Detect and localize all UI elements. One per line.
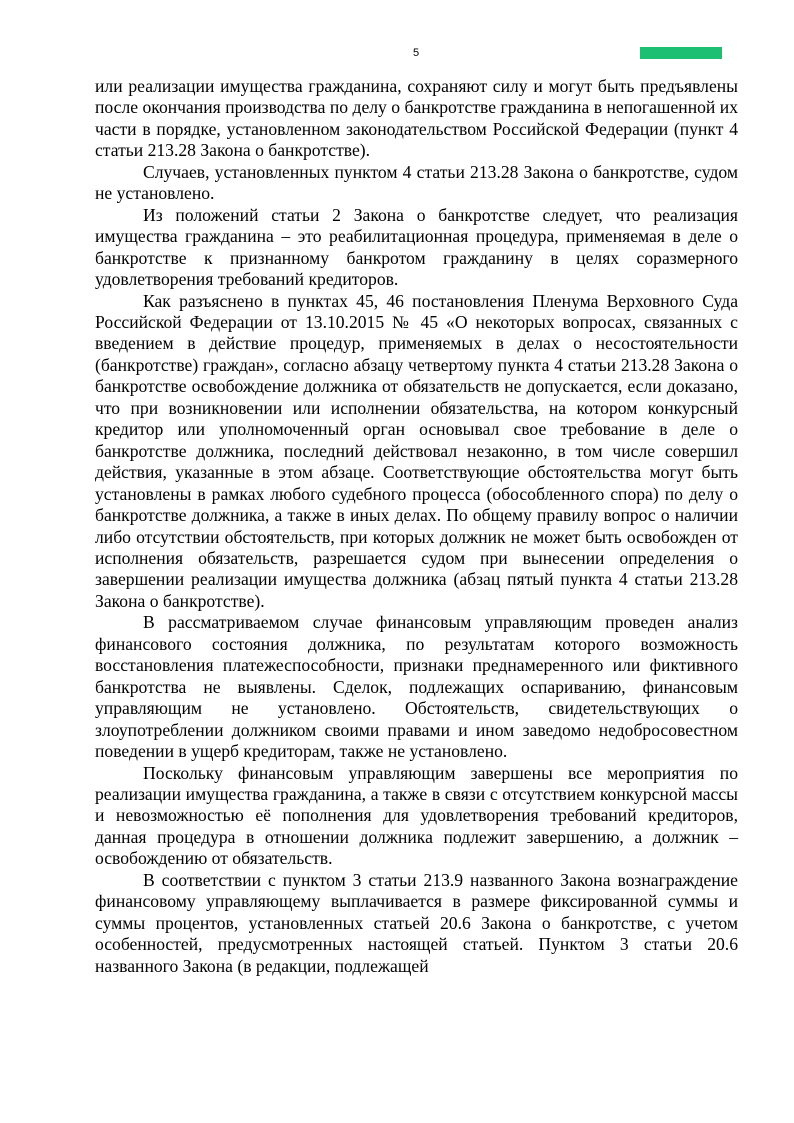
paragraph: В рассматриваемом случае финансовым управляющим проведен анализ финансового состояния должника, по результатам которого возможность восстановления платежеспособности, признаки преднамеренного или фиктивного банкротства не выявлены. Сделок, подлежащих оспариванию, финансовым управляющим не установлено. Обстоятельств, свидетельствующих о злоупотреблении должником своими правами и ином заведомо недобросовестном поведении в ущерб кредиторам, также не установлено. (95, 612, 738, 762)
paragraph: Случаев, установленных пунктом 4 статьи 213.28 Закона о банкротстве, судом не установлено. (95, 161, 738, 204)
paragraph: Из положений статьи 2 Закона о банкротстве следует, что реализация имущества гражданина – это реабилитационная процедура, применяемая в деле о банкротстве к признанному банкротом гражданину в целях соразмерного удовлетворения требований кредиторов. (95, 204, 738, 290)
page-number: 5 (412, 47, 420, 59)
paragraph: В соответствии с пунктом 3 статьи 213.9 названного Закона вознаграждение финансовому управляющему выплачивается в размере фиксированной суммы и суммы процентов, установленных статьей 20.6 Закона о банкротстве, с учетом особенностей, предусмотренных настоящей статьей. Пунктом 3 статьи 20.6 названного Закона (в редакции, подлежащей (95, 869, 738, 976)
paragraph: Как разъяснено в пунктах 45, 46 постановления Пленума Верховного Суда Российской Федерации от 13.10.2015 № 45 «О некоторых вопросах, связанных с введением в действие процедур, применяемых в делах о несостоятельности (банкротстве) граждан», согласно абзацу четвертому пункта 4 статьи 213.28 Закона о банкротстве освобождение должника от обязательств не допускается, если доказано, что при возникновении или исполнении обязательства, на котором конкурсный кредитор или уполномоченный орган основывал свое требование в деле о банкротстве должника, последний действовал незаконно, в том числе совершил действия, указанные в этом абзаце. Соответствующие обстоятельства могут быть установлены в рамках любого судебного процесса (обособленного спора) по делу о банкротстве должника, а также в иных делах. По общему правилу вопрос о наличии либо отсутствии обстоятельств, при которых должник не может быть освобожден от исполнения обязательств, разрешается судом при вынесении определения о завершении реализации имущества должника (абзац пятый пункта 4 статьи 213.28 Закона о банкротстве). (95, 290, 738, 611)
document-body (95, 76, 738, 977)
header-accent-bar (640, 47, 722, 59)
paragraph: Поскольку финансовым управляющим завершены все мероприятия по реализации имущества гражданина, а также в связи с отсутствием конкурсной массы и невозможностью её пополнения для удовлетворения требований кредиторов, данная процедура в отношении должника подлежит завершению, а должник – освобождению от обязательств. (95, 762, 738, 869)
paragraph-continuation: или реализации имущества гражданина, сохраняют силу и могут быть предъявлены после окончания производства по делу о банкротстве гражданина в непогашенной их части в порядке, установленном законодательством Российской Федерации (пункт 4 статьи 213.28 Закона о банкротстве). (95, 76, 738, 161)
